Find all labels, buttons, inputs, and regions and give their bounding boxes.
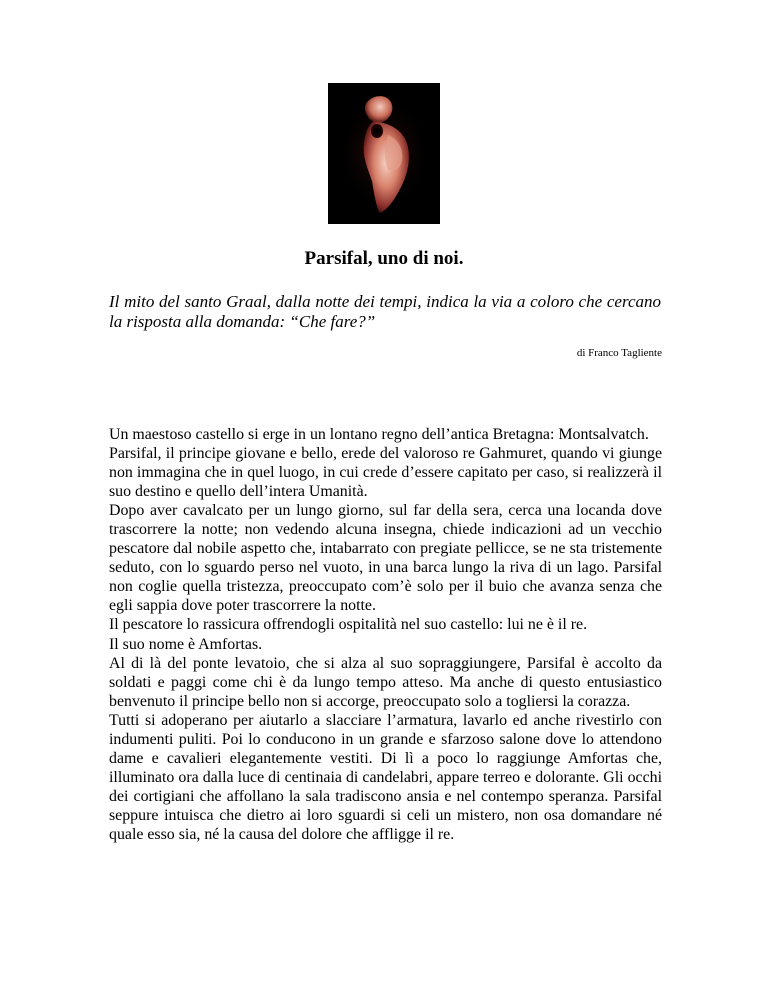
body-paragraph: Un maestoso castello si erge in un lontano regno dell’antica Bretagna: Montsalvatch. <box>109 426 649 443</box>
document-title: Parsifal, uno di noi. <box>304 248 464 269</box>
body-paragraph: Il pescatore lo rassicura offrendogli ospitalità nel suo castello: lui ne è il re. <box>109 616 588 634</box>
body-paragraph: Dopo aver cavalcato per un lungo giorno, sul far della sera, cerca una locanda dove trascorrere la notte; non vedendo alcuna insegna, chiede indicazioni ad un vecchio pescatore dal nobile aspetto che, intabarrato con pregiate pellicce, se ne sta tristemente seduto, con lo sguardo perso nel vuoto, in una barca lungo la riva di un lago. Parsifal non coglie quella tristezza, preoccupato com’è solo per il buio che avanza senza che egli sappia dove poter trascorrere la notte. <box>109 502 662 615</box>
body-paragraph: Il suo nome è Amfortas. <box>109 635 263 653</box>
body-paragraph: Al di là del ponte levatoio, che si alza al suo sopraggiungere, Parsifal è accolto da soldati e paggi come chi è da lungo tempo atteso. Ma anche di questo entusiastico benvenuto il principe bello non si accorge, preoccupato solo a togliersi la corazza. <box>109 654 662 710</box>
body-paragraph: Parsifal, il principe giovane e bello, erede del valoroso re Gahmuret, quando vi giunge non immagina che in quel luogo, in cui crede d’essere capitato per caso, si realizzerà il suo destino e quello dell’intera Umanità. <box>109 445 662 501</box>
body-paragraph: Tutti si adoperano per aiutarlo a slacciare l’armatura, lavarlo ed anche rivestirlo con indumenti puliti. Poi lo conducono in un grande e sfarzoso salone dove lo attendono dame e cavalieri elegantemente vestiti. Di lì a poco lo raggiunge Amfortas che, illuminato ora dalla luce di centinaia di candelabri, appare terreo e dolorante. Gli occhi dei cortigiani che affollano la sala tradiscono ansia e nel contempo speranza. Parsifal seppure intuisca che dietro ai loro sguardi si celi un mistero, non osa domandare né quale esso sia, né la causa del dolore che affligge il re. <box>109 711 662 843</box>
sculpture-illustration <box>328 83 440 224</box>
sculpture-image <box>328 83 440 224</box>
document-subtitle: Il mito del santo Graal, dalla notte dei tempi, indica la via a coloro che cercano la risposta alla domanda: “Che fare?” <box>109 292 661 331</box>
author-byline: di Franco Tagliente <box>576 347 662 359</box>
article-body <box>109 425 662 844</box>
